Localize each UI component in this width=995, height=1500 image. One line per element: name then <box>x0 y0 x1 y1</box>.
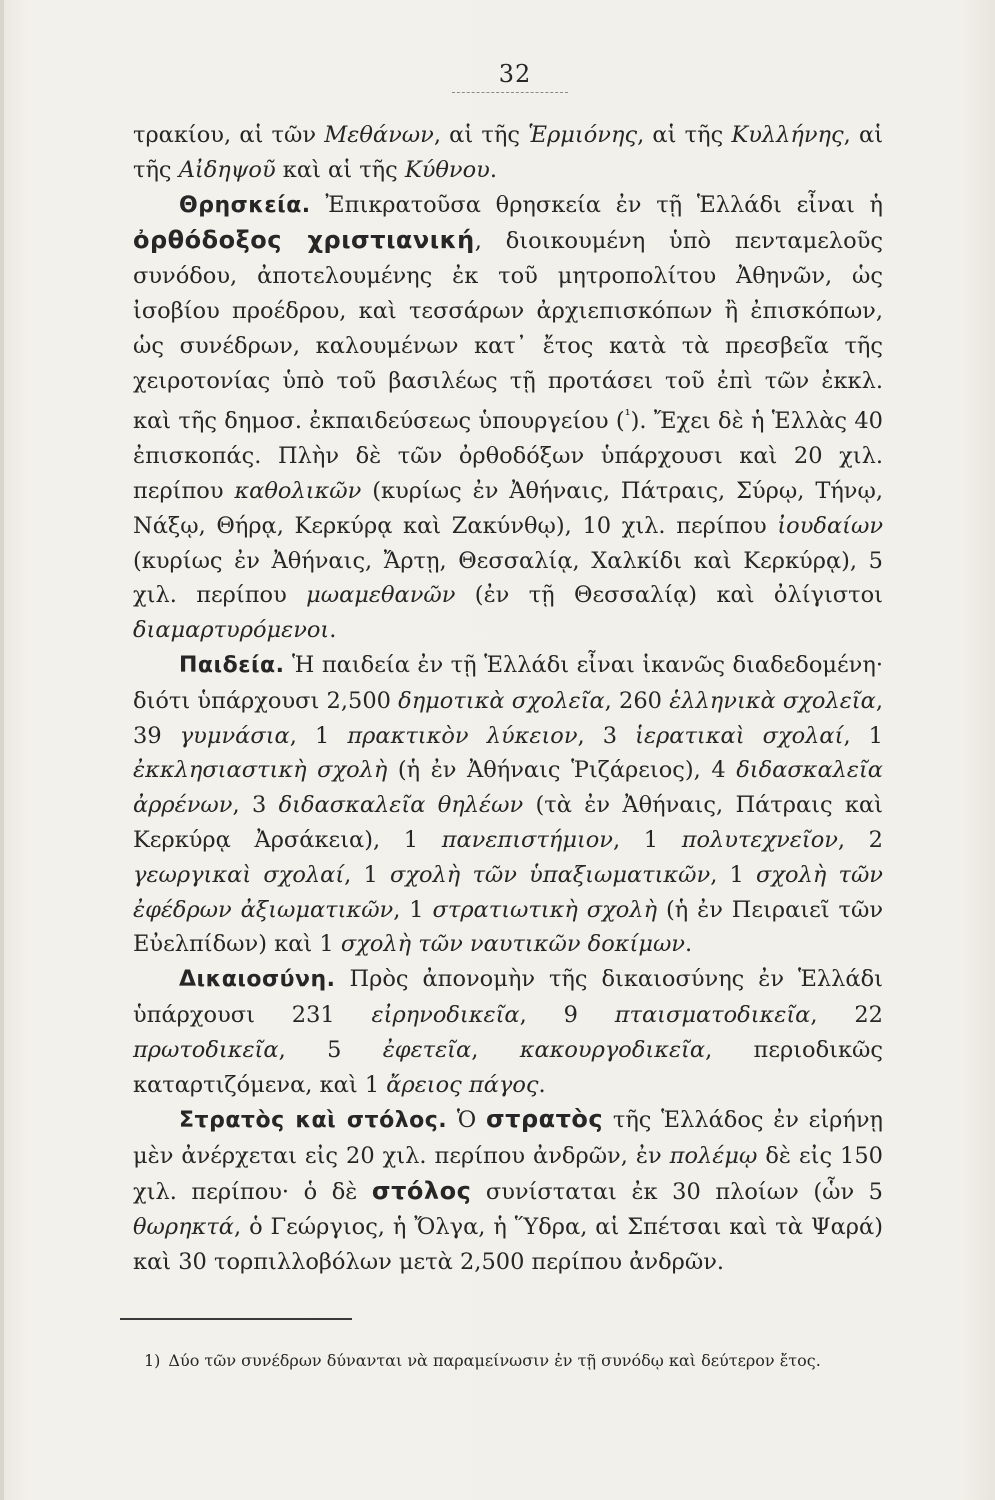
italic-term: Αἰδηψοῦ <box>178 156 276 183</box>
section-heading: Θρησκεία. <box>179 192 311 218</box>
italic-term: πανεπιστήμιον <box>441 826 613 853</box>
bold-term: ὀρθόδοξος χριστιανική <box>133 226 475 255</box>
text-run: , 22 <box>810 1001 883 1028</box>
text-run: Ὁ <box>447 1107 486 1134</box>
italic-term: Ἑρμιόνης <box>528 122 638 148</box>
text-run: . <box>684 931 693 958</box>
text-run: (ἡ ἐν Ἀθήναις Ῥιζάρειος), 4 <box>387 757 737 784</box>
text-run: , αἱ τῆς <box>133 122 884 183</box>
text-run: (κυρίως ἐν Ἀθήναις, Ἄρτῃ, Θεσσαλίᾳ, Χαλκίδι καὶ Κερκύρᾳ), 5 χιλ. περίπου <box>133 547 883 609</box>
text-run: , 9 <box>519 1001 615 1028</box>
body-text <box>133 118 883 1279</box>
paragraph-army-navy <box>133 1102 883 1279</box>
text-run: (τὰ ἐν Ἀθήναις, Πάτραις καὶ Κερκύρᾳ Ἀρσάκεια), 1 <box>133 792 883 853</box>
italic-term: Μεθάνων <box>324 122 434 148</box>
italic-term: στρατιωτικὴ σχολὴ <box>432 896 658 923</box>
text-run: Ἐπικρατοῦσα θρησκεία ἐν τῇ Ἑλλάδι εἶναι ἡ <box>310 191 883 218</box>
text-run: (κυρίως ἐν Ἀθήναις, Πάτραις, Σύρῳ, Τήνῳ, Νάξῳ, Θήρᾳ, Κερκύρᾳ καὶ Ζακύνθῳ), 10 χιλ. περίπου <box>133 477 883 539</box>
text-run: ). Ἔχει δὲ ἡ Ἑλλὰς 40 ἐπισκοπάς. Πλὴν δὲ τῶν ὀρθοδόξων ὑπάρχουσι καὶ 20 χιλ. περίπου <box>133 408 883 504</box>
text-run: τρακίου, αἱ τῶν <box>133 122 325 148</box>
text-run: , 5 <box>278 1036 383 1063</box>
bold-term: στρατὸς <box>485 1105 604 1134</box>
italic-term: ἑλληνικὰ σχολεῖα <box>669 687 876 714</box>
text-run: Ἡ παιδεία ἐν τῇ Ἑλλάδι εἶναι ἱκανῶς διαδεδομένη· διότι ὑπάρχουσι 2,500 <box>133 651 883 714</box>
italic-term: κακουργοδικεῖα <box>519 1036 706 1063</box>
page-number: 32 <box>498 60 532 88</box>
text-run: , <box>471 1036 520 1063</box>
footnote-separator <box>120 1318 352 1320</box>
footnote-reference: ¹ <box>624 406 631 425</box>
italic-term: καθολικῶν <box>234 477 362 504</box>
footnote <box>120 1346 880 1376</box>
text-run: , 1 <box>289 722 348 749</box>
text-run: , διοικουμένη ὑπὸ πενταμελοῦς συνόδου, ἀποτελουμένης ἐκ τοῦ μητροπολίτου Ἀθηνῶν, ὡς ἰσοβίου προέδρου, καὶ τεσσάρων ἀρχιεπισκόπων ἢ ἐπισκόπων, ὡς συνέδρων, καλουμένων κατ᾽ ἔτος κατὰ τὰ πρεσβεῖα τῆς χειροτονίας ὑπὸ τοῦ βασιλέως τῇ προτάσει τοῦ ἐπὶ τῶν ἐκκλ. καὶ τῆς δημοσ. ἐκπαιδεύσεως ὑπουργείου ( <box>133 228 883 435</box>
italic-term: πρωτοδικεῖα <box>133 1036 279 1063</box>
text-run: (ἐν τῇ Θεσσαλίᾳ) καὶ ὀλίγιστοι <box>455 582 883 609</box>
italic-term: σχολὴ τῶν ὑπαξιωματικῶν <box>389 861 711 888</box>
italic-term: διαμαρτυρόμενοι <box>133 617 330 644</box>
italic-term: πταισματοδικεῖα <box>614 1001 811 1028</box>
italic-term: Κύθνου <box>404 156 490 183</box>
text-run: , 1 <box>393 896 433 923</box>
text-run: , αἱ τῆς <box>637 122 732 148</box>
italic-term: διδασκαλεῖα θηλέων <box>278 792 524 819</box>
italic-term: ἐκκλησιαστικὴ σχολὴ <box>133 757 388 784</box>
text-run: (ἡ ἐν Πειραιεῖ τῶν Εὐελπίδων) καὶ 1 <box>133 896 883 958</box>
section-heading: Στρατὸς καὶ στόλος. <box>179 1108 448 1134</box>
section-heading: Παιδεία. <box>179 652 285 678</box>
text-run: συνίσταται ἐκ 30 πλοίων (ὧν 5 <box>471 1178 883 1205</box>
italic-term: γεωργικαὶ σχολαί <box>133 861 345 888</box>
italic-term: σχολὴ τῶν ἐφέδρων ἀξιωματικῶν <box>133 861 883 923</box>
paragraph-religion <box>133 188 883 648</box>
text-run: , 1 <box>710 861 757 888</box>
italic-term: πολέμῳ <box>669 1143 758 1170</box>
text-run: , ὁ Γεώργιος, ἡ Ὄλγα, ἡ Ὕδρα, αἱ Σπέτσαι καὶ τὰ Ψαρά) καὶ 30 τορπιλλοβόλων μετὰ 2,500 περίπου ἀνδρῶν. <box>133 1213 883 1275</box>
text-run: , 2 <box>837 826 883 853</box>
italic-term: ἐφετεῖα <box>382 1036 472 1063</box>
text-run: . <box>489 156 497 183</box>
italic-term: πολυτεχνεῖον <box>681 826 838 853</box>
text-run: , 260 <box>604 687 670 714</box>
bold-term: στόλος <box>371 1176 472 1205</box>
text-run: τῆς Ἑλλάδος ἐν εἰρήνῃ μὲν ἀνέρχεται εἰς 20 χιλ. περίπου ἀνδρῶν, ἐν <box>133 1107 884 1170</box>
paragraph-justice <box>133 962 883 1102</box>
text-run: Πρὸς ἀπονομὴν τῆς δικαιοσύνης ἐν Ἑλλάδι ὑπάρχουσι 231 <box>133 966 883 1028</box>
italic-term: θωρηκτά <box>133 1213 234 1240</box>
footnote-marker: 1) <box>144 1351 161 1370</box>
text-run: , 3 <box>232 792 279 819</box>
section-heading: Δικαιοσύνη. <box>179 967 336 993</box>
text-run: , 1 <box>344 861 390 888</box>
page-number-underline <box>452 92 568 93</box>
text-run: , 39 <box>133 687 883 749</box>
italic-term: ἱερατικαὶ σχολαί <box>635 722 844 749</box>
italic-term: σχολὴ τῶν ναυτικῶν δοκίμων <box>340 931 685 958</box>
text-run: , 1 <box>843 722 883 749</box>
italic-term: διδασκαλεῖα ἀρρένων <box>133 757 883 819</box>
text-run: . <box>329 617 337 644</box>
text-run: . <box>538 1071 546 1098</box>
italic-term: εἰρηνοδικεῖα <box>371 1001 520 1028</box>
italic-term: γυμνάσια <box>179 722 290 749</box>
italic-term: ἰουδαίων <box>777 512 883 539</box>
italic-term: μωαμεθανῶν <box>306 582 456 609</box>
text-run: , αἱ τῆς <box>433 122 529 148</box>
italic-term: δημοτικὰ σχολεῖα <box>398 687 605 714</box>
paragraph-harbors-continued <box>133 118 883 188</box>
italic-term: ἄρειος πάγος <box>386 1071 539 1098</box>
footnote-text: Δύο τῶν συνέδρων δύνανται νὰ παραμείνωσιν ἐν τῇ συνόδῳ καὶ δεύτερον ἔτος. <box>168 1351 821 1370</box>
text-run: δὲ εἰς 150 χιλ. περίπου· ὁ δὲ <box>133 1143 884 1205</box>
text-run: , 3 <box>577 722 636 749</box>
text-run: καὶ αἱ τῆς <box>275 156 405 183</box>
page-edge-shadow <box>0 0 4 1500</box>
text-run: , περιοδικῶς καταρτιζόμενα, καὶ 1 <box>133 1036 883 1098</box>
paragraph-education <box>133 648 883 962</box>
italic-term: Κυλλήνης <box>731 122 844 148</box>
text-run: , 1 <box>613 826 682 853</box>
italic-term: πρακτικὸν λύκειον <box>347 722 578 749</box>
